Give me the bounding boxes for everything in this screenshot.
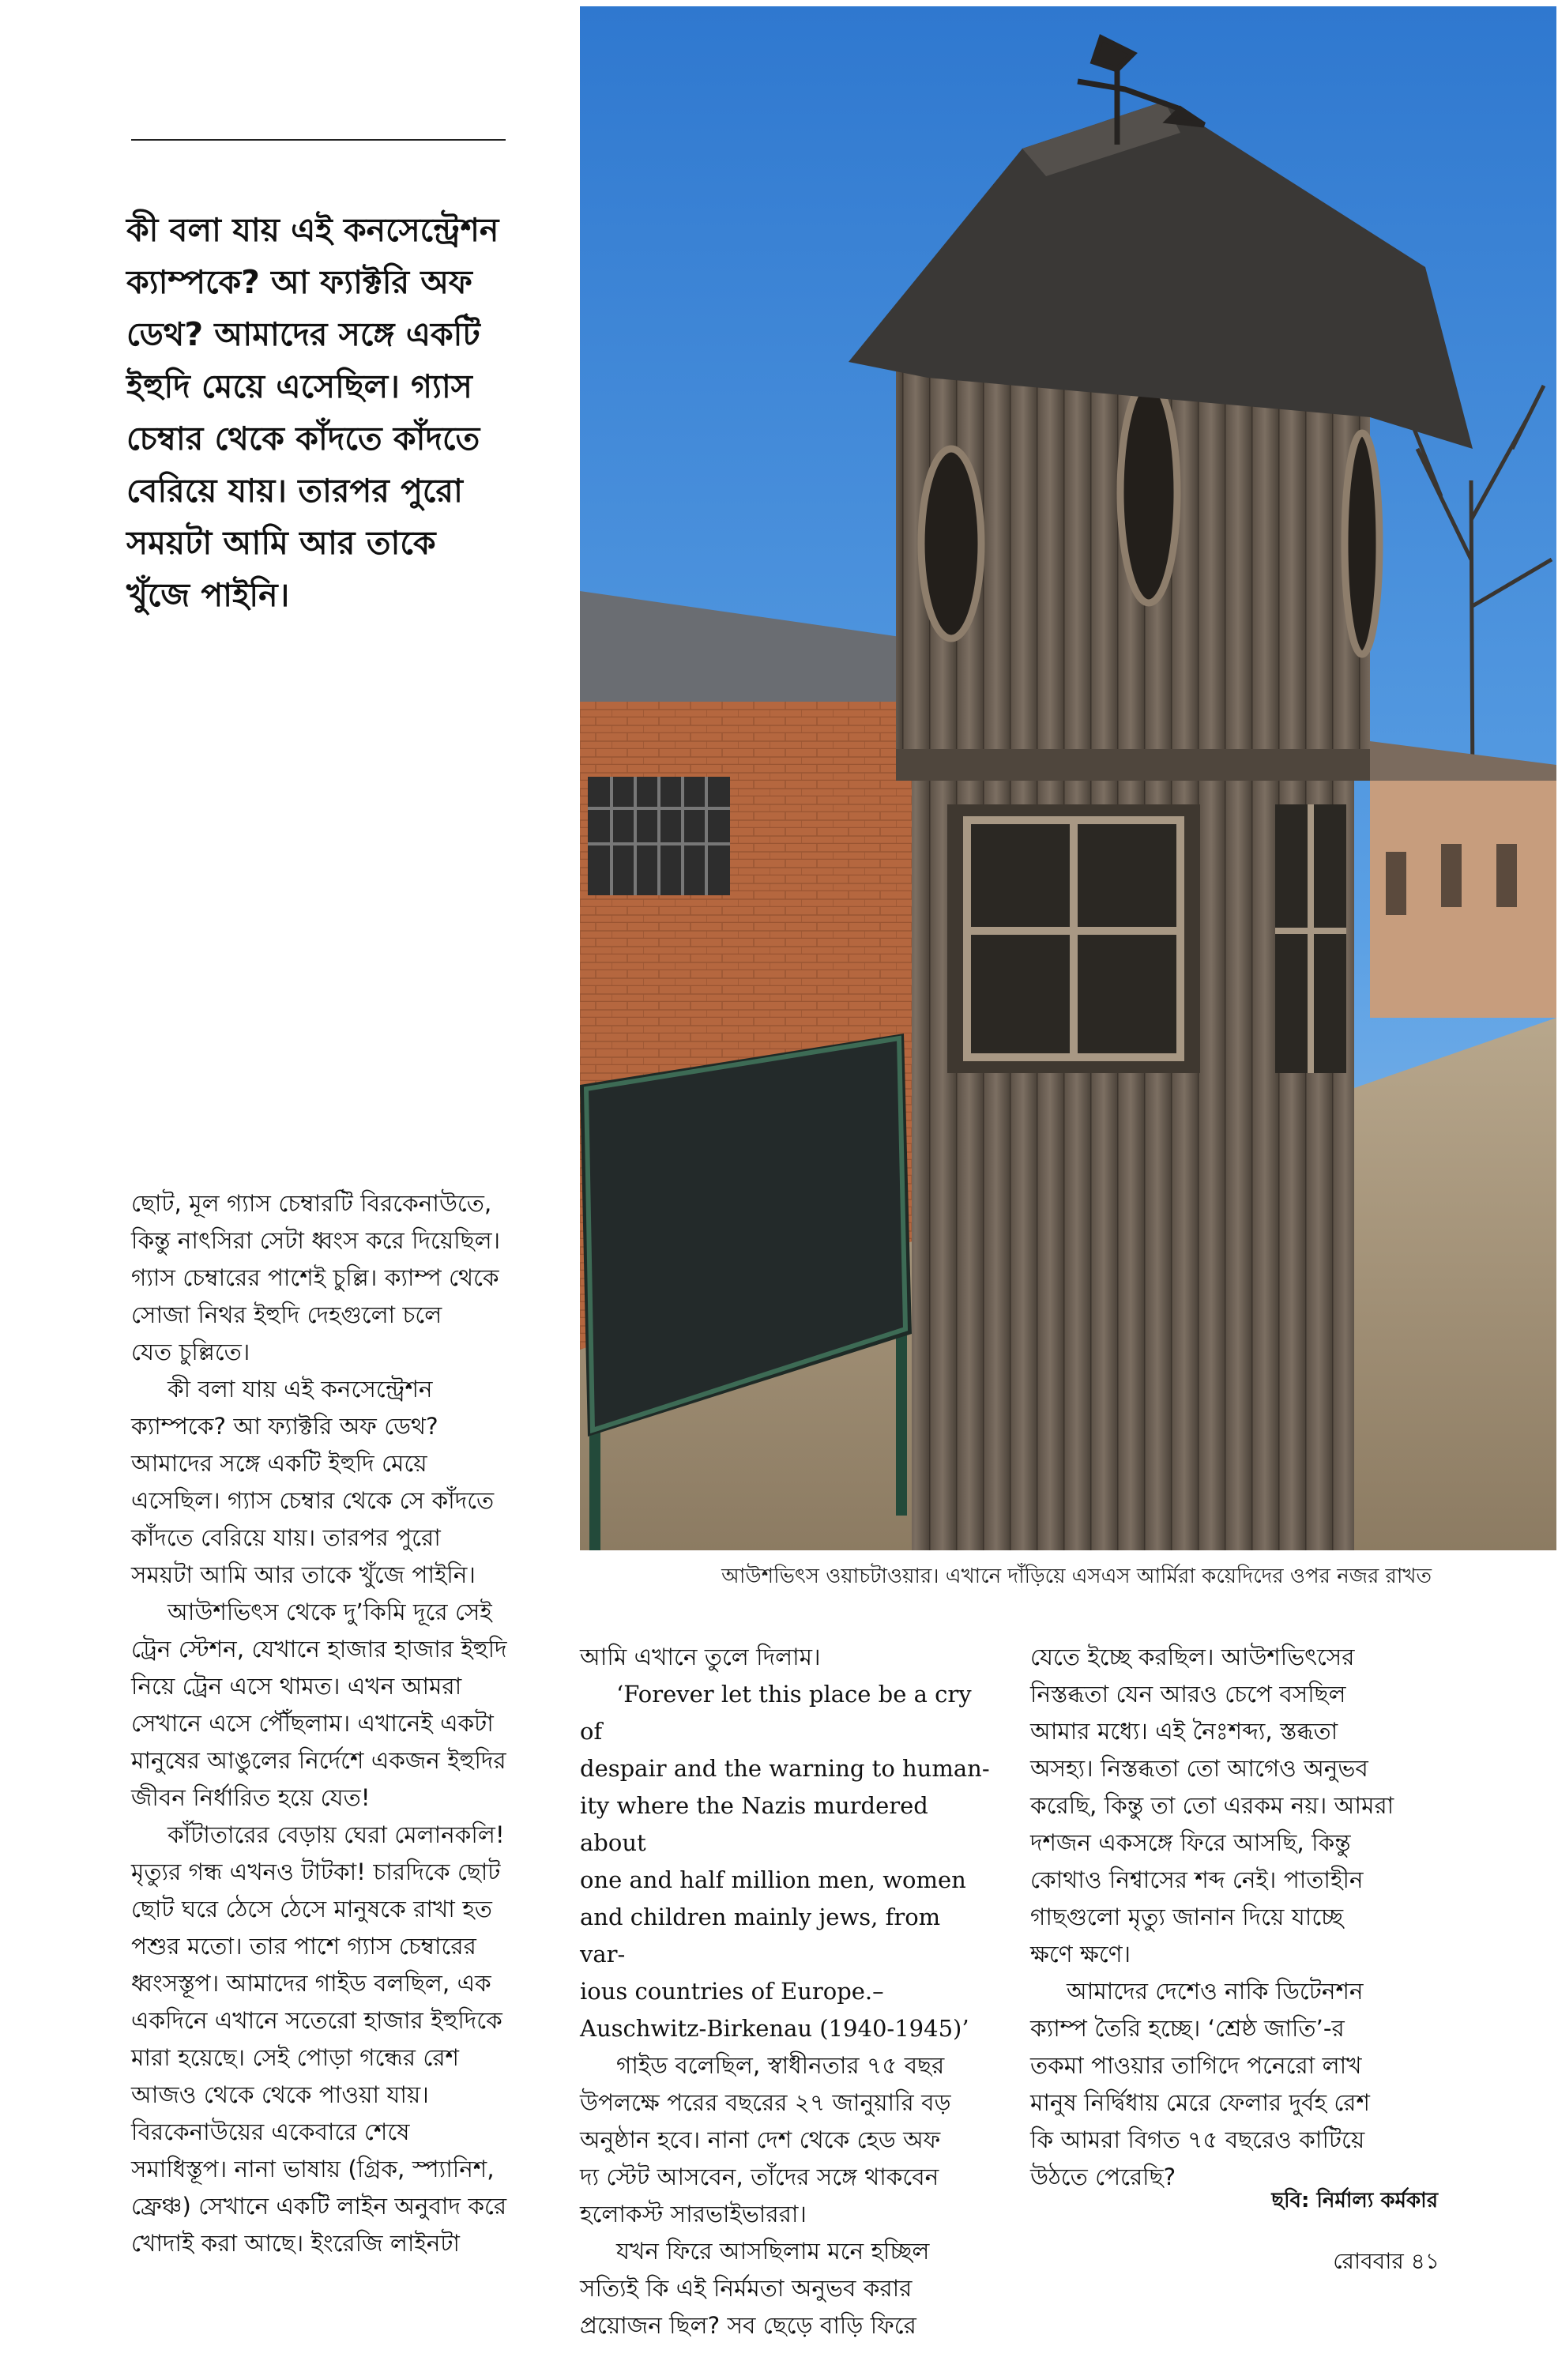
article-column-1 <box>131 1185 550 2262</box>
watchtower-illustration <box>580 6 1556 1550</box>
paragraph: আউশভিৎস থেকে দু’কিমি দূরে সেই ট্রেন স্টেশন, যেখানে হাজার হাজার ইহুদি নিয়ে ট্রেন এসে থামত। এখন আমরা সেখানে এসে পৌঁছলাম। এখানেই একটা মানুষের আঙুলের নির্দেশে একজন ইহুদির জীবন নির্ধারিত হয়ে যেত! <box>131 1599 507 1811</box>
pullquote-rule <box>131 139 506 141</box>
page-folio: রোববার ৪১ <box>1333 2248 1439 2274</box>
english-inscription-quote: ‘Forever let this place be a cry of despair and the warning to human- ity where the Nazis murdered about one and half million men, women and children mainly jews, from var- ious countries of Europe.– Auschwitz-Birkenau (1940-1945)’ <box>580 1681 990 2042</box>
pull-quote: কী বলা যায় এই কনসেন্ট্রেশন ক্যাম্পকে? আ ফ্যাক্টরি অফ ডেথ? আমাদের সঙ্গে একটি ইহুদি মেয়ে এসেছিল। গ্যাস চেম্বার থেকে কাঁদতে কাঁদতে বেরিয়ে যায়। তারপর পুরো সময়টা আমি আর তাকে খুঁজে পাইনি। <box>126 211 499 614</box>
barrack-window <box>588 777 730 895</box>
paragraph: আমি এখানে তুলে দিলাম। <box>580 1644 821 1670</box>
paragraph: কী বলা যায় এই কনসেন্ট্রেশন ক্যাম্পকে? আ ফ্যাক্টরি অফ ডেথ? আমাদের সঙ্গে একটি ইহুদি মেয়ে এসেছিল। গ্যাস চেম্বার থেকে সে কাঁদতে কাঁদতে বেরিয়ে যায়। তারপর পুরো সময়টা আমি আর তাকে খুঁজে পাইনি। <box>131 1376 495 1588</box>
photo-caption: আউশভিৎস ওয়াচটাওয়ার। এখানে দাঁড়িয়ে এসএস আর্মিরা কয়েদিদের ওপর নজর রাখত <box>721 1565 1432 1588</box>
watchtower-photo <box>580 6 1556 1550</box>
paragraph: কাঁটাতারের বেড়ায় ঘেরা মেলানকলি! মৃত্যুর গন্ধ এখনও টাটকা! চারদিকে ছোট ছোট ঘরে ঠেসে ঠেসে মানুষকে রাখা হত পশুর মতো। তার পাশে গ্যাস চেম্বারের ধ্বংসস্তূপ। আমাদের গাইড বলছিল, এক একদিনে এখানে সতেরো হাজার ইহুদিকে মারা হয়েছে। সেই পোড়া গন্ধের রেশ আজও থেকে থেকে পাওয়া যায়। বিরকেনাউয়ের একেবারে শেষে সমাধিস্তূপ। নানা ভাষায় (গ্রিক, স্প্যানিশ, ফ্রেঞ্চ) সেখানে একটি লাইন অনুবাদ করে খোদাই করা আছে। ইংরেজি লাইনটা <box>131 1821 507 2257</box>
paragraph: ছোট, মূল গ্যাস চেম্বারটি বিরকেনাউতে, কিন্তু নাৎসিরা সেটা ধ্বংস করে দিয়েছিল। গ্যাস চেম্বারের পাশেই চুল্লি। ক্যাম্প থেকে সোজা নিথর ইহুদি দেহগুলো চলে যেত চুল্লিতে। <box>131 1190 501 1365</box>
paragraph: আমাদের দেশেও নাকি ডিটেনশন ক্যাম্প তৈরি হচ্ছে। ‘শ্রেষ্ঠ জাতি’-র তকমা পাওয়ার তাগিদে পনেরো লাখ মানুষ নির্দ্বিধায় মেরে ফেলার দুর্বহ রেশ কি আমরা বিগত ৭৫ বছরেও কাটিয়ে উঠতে পেরেছি? <box>1030 1978 1370 2190</box>
paragraph: যখন ফিরে আসছিলাম মনে হচ্ছিল সত্যিই কি এই নির্মমতা অনুভব করার প্রয়োজন ছিল? সব ছেড়ে বাড়ি ফিরে <box>580 2238 930 2339</box>
article-column-3 <box>1030 1639 1441 2196</box>
article-column-2 <box>580 1639 991 2344</box>
photo-credit: ছবি: নির্মাল্য কর্মকার <box>1271 2189 1438 2212</box>
paragraph: গাইড বলেছিল, স্বাধীনতার ৭৫ বছর উপলক্ষে পরের বছরের ২৭ জানুয়ারি বড় অনুষ্ঠান হবে। নানা দেশ থেকে হেড অফ দ্য স্টেট আসবেন, তাঁদের সঙ্গে থাকবেন হলোকস্ট সারভাইভাররা। <box>580 2052 951 2227</box>
paragraph: যেতে ইচ্ছে করছিল। আউশভিৎসের নিস্তব্ধতা যেন আরও চেপে বসছিল আমার মধ্যে। এই নৈঃশব্দ্য, স্তব্ধতা অসহ্য। নিস্তব্ধতা তো আগেও অনুভব করেছি, কিন্তু তা তো এরকম নয়। আমরা দশজন একসঙ্গে ফিরে আসছি, কিন্তু কোথাও নিশ্বাসের শব্দ নেই। পাতাহীন গাছগুলো মৃত্যু জানান দিয়ে যাচ্ছে ক্ষণে ক্ষণে। <box>1030 1644 1394 1968</box>
